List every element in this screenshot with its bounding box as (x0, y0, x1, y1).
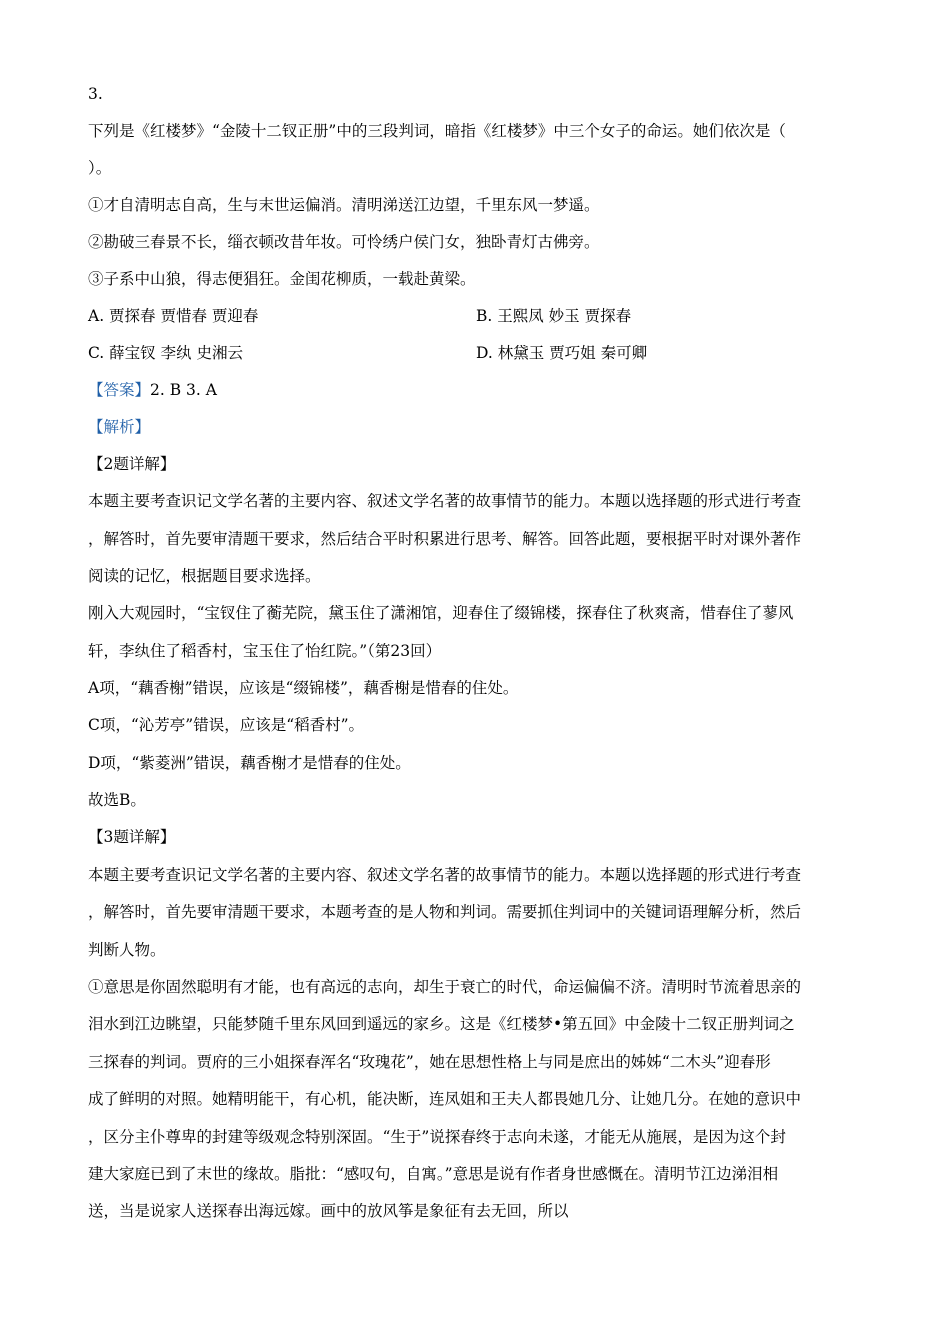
question-number: 3. (88, 85, 103, 103)
answer-label: 【答案】 (88, 381, 151, 399)
q3-line-8: ，区分主仆尊卑的封建等级观念特别深固。“生于”说探春终于志向未遂，才能无从施展，是因为这个封 (88, 1128, 786, 1146)
q3-line-10: 送，当是说家人送探春出海远嫁。画中的放风筝是象征有去无回，所以 (88, 1202, 569, 1220)
q2-line-4: 刚入大观园时，“宝钗住了蘅芜院，黛玉住了潇湘馆，迎春住了缀锦楼，探春住了秋爽斋，惜春住了蓼风 (88, 604, 794, 622)
q2-line-6: A项，“藕香榭”错误，应该是“缀锦楼”，藕香榭是惜春的住处。 (88, 679, 519, 697)
q3-line-4: ①意思是你固然聪明有才能，也有高远的志向，却生于衰亡的时代，命运偏偏不济。清明时节流着思亲的 (88, 978, 802, 996)
option-a: A. 贾探春 贾惜春 贾迎春 (88, 307, 259, 325)
q2-line-9: 故选B。 (88, 791, 146, 809)
q2-line-8: D项，“紫菱洲”错误，藕香榭才是惜春的住处。 (88, 754, 411, 772)
question-stem-line-1: 下列是《红楼梦》“金陵十二钗正册”中的三段判词，暗指《红楼梦》中三个女子的命运。她们依次是（ (88, 122, 786, 140)
q2-line-5: 轩，李纨住了稻香村，宝玉住了怡红院。”（第23回） (88, 642, 442, 660)
q2-line-1: 本题主要考查识记文学名著的主要内容、叙述文学名著的故事情节的能力。本题以选择题的形式进行考查 (88, 492, 802, 510)
answer-row (88, 380, 217, 400)
q2-line-3: 阅读的记忆，根据题目要求选择。 (88, 567, 321, 585)
option-c: C. 薛宝钗 李纨 史湘云 (88, 344, 244, 362)
q3-line-5: 泪水到江边眺望，只能梦随千里东风回到遥远的家乡。这是《红楼梦•第五回》中金陵十二钗正册判词之 (88, 1015, 795, 1033)
q2-heading: 【2题详解】 (88, 455, 176, 473)
verse-1: ①才自清明志自高，生与末世运偏消。清明涕送江边望，千里东风一梦遥。 (88, 196, 600, 214)
q3-line-3: 判断人物。 (88, 941, 166, 959)
q3-line-2: ，解答时，首先要审清题干要求，本题考查的是人物和判词。需要抓住判词中的关键词语理解分析，然后 (88, 903, 802, 921)
option-d: D. 林黛玉 贾巧姐 秦可卿 (476, 344, 648, 362)
verse-3: ③子系中山狼，得志便猖狂。金闺花柳质，一载赴黄梁。 (88, 270, 476, 288)
analysis-label: 【解析】 (88, 418, 151, 436)
q3-line-1: 本题主要考查识记文学名著的主要内容、叙述文学名著的故事情节的能力。本题以选择题的形式进行考查 (88, 866, 802, 884)
q3-heading: 【3题详解】 (88, 828, 176, 846)
answer-text: 2. B 3. A (150, 381, 217, 399)
q2-line-2: ，解答时，首先要审清题干要求，然后结合平时积累进行思考、解答。回答此题，要根据平时对课外著作 (88, 530, 802, 548)
q3-line-7: 成了鲜明的对照。她精明能干，有心机，能决断，连凤姐和王夫人都畏她几分、让她几分。在她的意识中 (88, 1090, 802, 1108)
q2-line-7: C项，“沁芳亭”错误，应该是“稻香村”。 (88, 716, 365, 734)
q3-line-9: 建大家庭已到了末世的缘故。脂批：“感叹句，自寓。”意思是说有作者身世感慨在。清明节江边涕泪相 (88, 1165, 779, 1183)
q3-line-6: 三探春的判词。贾府的三小姐探春浑名“玫瑰花”，她在思想性格上与同是庶出的姊姊“二木头”迎春形 (88, 1053, 771, 1071)
verse-2: ②勘破三春景不长，缁衣顿改昔年妆。可怜绣户侯门女，独卧青灯古佛旁。 (88, 233, 600, 251)
option-b: B. 王熙凤 妙玉 贾探春 (476, 307, 632, 325)
question-stem-line-2: ）。 (88, 159, 112, 177)
